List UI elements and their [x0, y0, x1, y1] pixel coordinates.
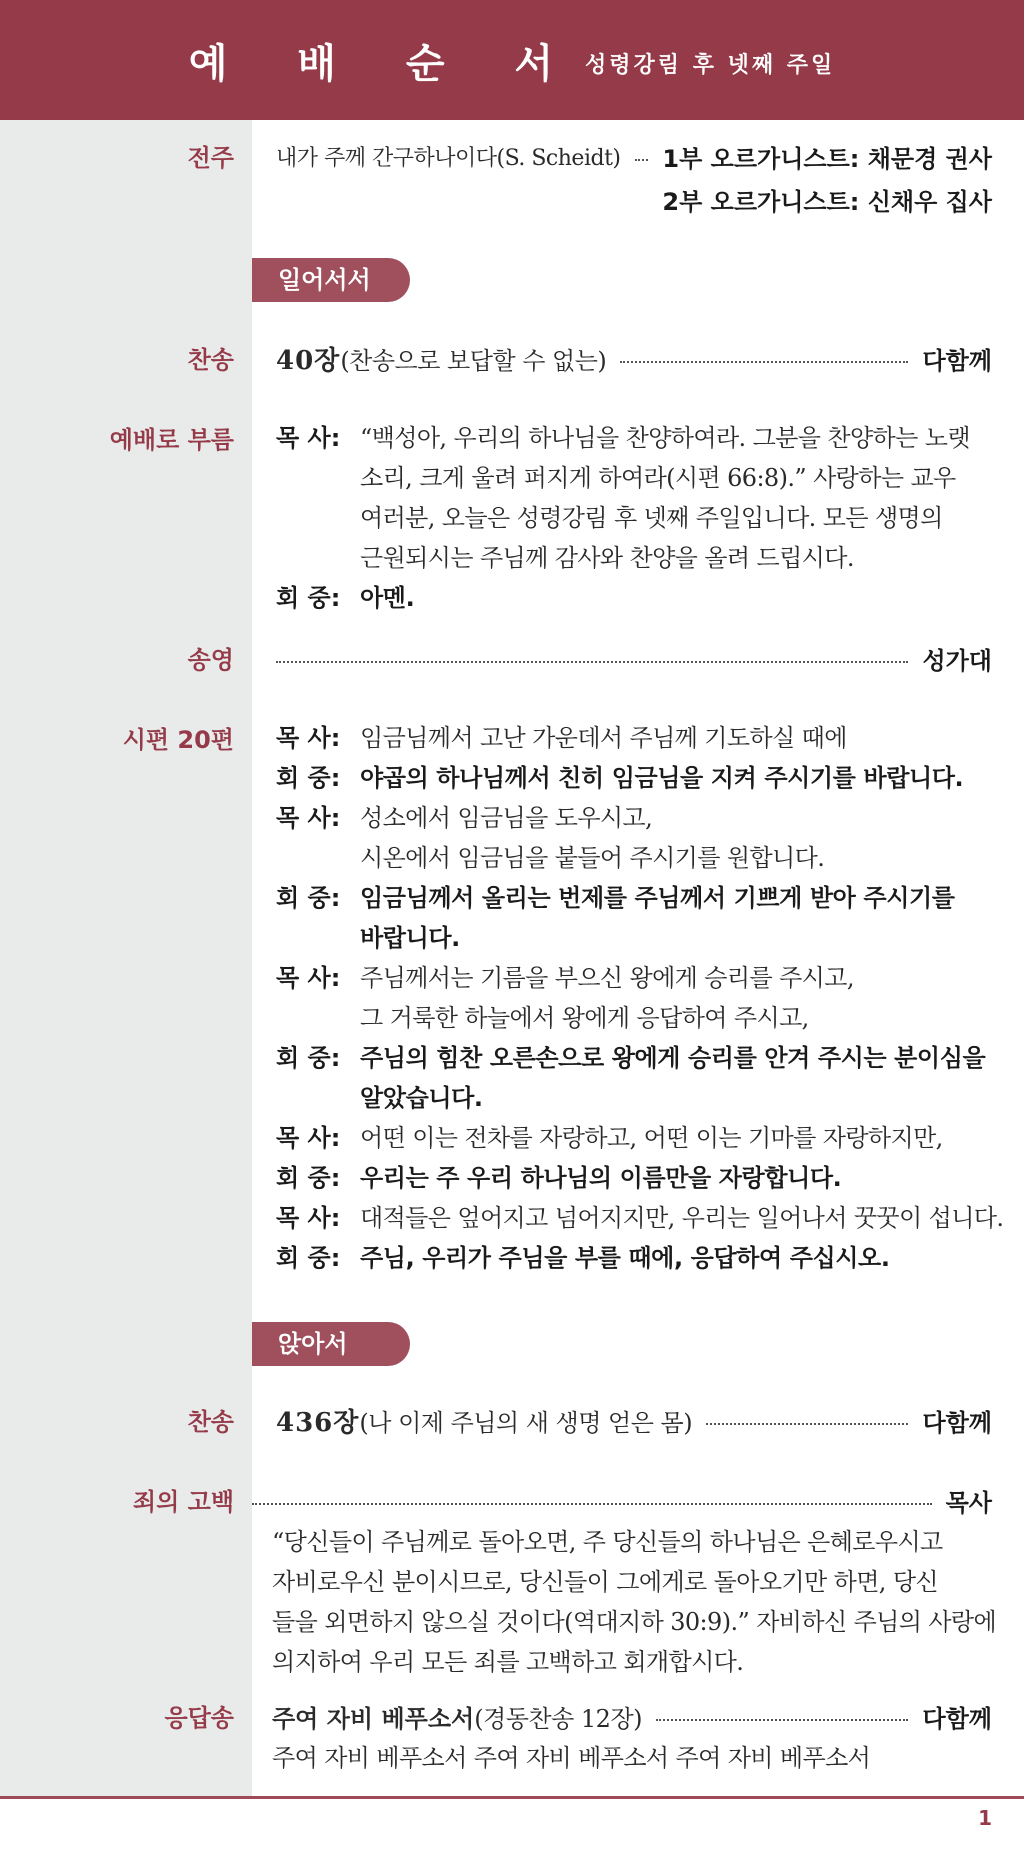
call-dialogue — [276, 418, 996, 618]
sit-badge: 앉아서 — [252, 1322, 410, 1366]
speaker-pastor: 목 사: — [276, 424, 341, 452]
psalm-text: 어떤 이는 전차를 자랑하고, 어떤 이는 기마를 자랑하지만, — [360, 1124, 943, 1152]
prelude-line — [276, 136, 992, 176]
call-text-4: 근원되시는 주님께 감사와 찬양을 올려 드립시다. — [360, 544, 854, 572]
leader-dots — [635, 159, 649, 161]
psalm-row — [276, 758, 996, 798]
hymn1-label: 찬송 — [187, 346, 234, 374]
prelude-performer-1: 1부 오르가니스트: 채문경 권사 — [662, 144, 992, 173]
prelude-label: 전주 — [187, 144, 234, 172]
psalm-speaker: 회 중: — [276, 764, 341, 792]
psalm-text: 알았습니다. — [360, 1084, 483, 1112]
psalm-text: 야곱의 하나님께서 친히 임금님을 지켜 주시기를 바랍니다. — [360, 764, 964, 792]
confession-line-4: 의지하여 우리 모든 죄를 고백하고 회개합시다. — [272, 1648, 744, 1676]
psalm-text: 임금님께서 올리는 번제를 주님께서 기쁘게 받아 주시기를 — [360, 884, 955, 912]
psalm-text: 그 거룩한 하늘에서 왕에게 응답하여 주시고, — [360, 1004, 809, 1032]
psalm-speaker: 목 사: — [276, 1204, 341, 1232]
psalm-row — [276, 1158, 996, 1198]
call-text-1: “백성아, 우리의 하나님을 찬양하여라. 그분을 찬양하는 노랫 — [360, 424, 970, 452]
psalm-text: 바랍니다. — [360, 924, 460, 952]
anthem-label: 송영 — [187, 646, 234, 674]
leader-dots — [706, 1423, 908, 1425]
call-label: 예배로 부름 — [109, 426, 234, 454]
psalm-speaker: 목 사: — [276, 804, 341, 832]
psalm-row — [276, 718, 996, 758]
psalm-text: 주님께서는 기름을 부으신 왕에게 승리를 주시고, — [360, 964, 854, 992]
prelude-performer-2: 2부 오르가니스트: 신채우 집사 — [662, 188, 992, 216]
confession-text — [272, 1522, 996, 1682]
response-line — [272, 1696, 992, 1736]
page-number: 1 — [978, 1806, 992, 1830]
call-text-3: 여러분, 오늘은 성령강림 후 넷째 주일입니다. 모든 생명의 — [360, 504, 943, 532]
footer-rule — [0, 1796, 1024, 1799]
leader-dots — [252, 1503, 932, 1505]
response-leader: 다함께 — [922, 1704, 992, 1733]
psalm-text: 성소에서 임금님을 도우시고, — [360, 804, 653, 832]
psalm-speaker: 회 중: — [276, 1044, 341, 1072]
prelude-piece: 내가 주께 간구하나이다(S. Scheidt) — [276, 145, 621, 171]
hymn1-leader: 다함께 — [922, 346, 992, 375]
confession-line — [252, 1480, 992, 1520]
psalm-label: 시편 20편 — [122, 726, 234, 754]
response-source: (경동찬송 12장) — [474, 1704, 643, 1733]
psalm-row — [276, 958, 996, 998]
psalm-row — [276, 878, 996, 918]
hymn2-number: 436장 — [276, 1407, 360, 1438]
confession-leader: 목사 — [945, 1488, 992, 1517]
anthem-line — [276, 638, 992, 678]
anthem-leader: 성가대 — [922, 646, 992, 675]
psalm-text: 임금님께서 고난 가운데서 주님께 기도하실 때에 — [360, 724, 847, 752]
hymn1-line — [276, 338, 992, 378]
hymn2-line — [276, 1400, 992, 1440]
hymn1-title: (찬송으로 보답할 수 없는) — [340, 346, 607, 375]
psalm-row — [276, 1038, 996, 1078]
psalm-row — [276, 798, 996, 838]
hymn2-label: 찬송 — [187, 1408, 234, 1436]
hymn2-leader: 다함께 — [922, 1408, 992, 1437]
psalm-row — [276, 1198, 1004, 1238]
page-header — [0, 0, 1024, 120]
psalm-speaker: 목 사: — [276, 724, 341, 752]
psalm-speaker: 회 중: — [276, 1244, 341, 1272]
psalm-speaker: 목 사: — [276, 1124, 341, 1152]
psalm-row — [276, 918, 996, 958]
confession-line-3: 들을 외면하지 않으실 것이다(역대지하 30:9).” 자비하신 주님의 사랑에 — [272, 1608, 997, 1636]
leader-dots — [276, 661, 908, 663]
hymn2-title: (나 이제 주님의 새 생명 얻은 몸) — [359, 1408, 693, 1437]
psalm-row — [276, 1118, 996, 1158]
psalm-dialogue — [276, 718, 1004, 1278]
psalm-text: 우리는 주 우리 하나님의 이름만을 자랑합니다. — [360, 1164, 842, 1192]
response-lyric: 주여 자비 베푸소서 주여 자비 베푸소서 주여 자비 베푸소서 — [272, 1744, 871, 1772]
psalm-row — [276, 1078, 996, 1118]
leader-dots — [656, 1719, 908, 1721]
page-title: 예 배 순 서 — [188, 40, 582, 87]
confession-line-1: “당신들이 주님께로 돌아오면, 주 당신들의 하나님은 은혜로우시고 — [272, 1528, 943, 1556]
psalm-text: 대적들은 엎어지고 넘어지지만, 우리는 일어나서 꿋꿋이 섭니다. — [360, 1204, 1004, 1232]
psalm-text: 주님, 우리가 주님을 부를 때에, 응답하여 주십시오. — [360, 1244, 890, 1272]
confession-line-2: 자비로우신 분이시므로, 당신들이 그에게로 돌아오기만 하면, 당신 — [272, 1568, 938, 1596]
psalm-speaker: 회 중: — [276, 1164, 341, 1192]
psalm-row — [276, 1238, 996, 1278]
psalm-row — [276, 838, 996, 878]
psalm-text: 주님의 힘찬 오른손으로 왕에게 승리를 안겨 주시는 분이심을 — [360, 1044, 986, 1072]
response-label: 응답송 — [164, 1704, 234, 1732]
speaker-congregation: 회 중: — [276, 584, 341, 612]
psalm-speaker: 목 사: — [276, 964, 341, 992]
psalm-row — [276, 998, 996, 1038]
psalm-text: 시온에서 임금님을 붙들어 주시기를 원합니다. — [360, 844, 825, 872]
leader-dots — [620, 361, 908, 363]
confession-label: 죄의 고백 — [132, 1488, 234, 1516]
call-response: 아멘. — [360, 584, 415, 612]
stand-badge: 일어서서 — [252, 258, 410, 302]
call-text-2: 소리, 크게 울려 퍼지게 하여라(시편 66:8).” 사랑하는 교우 — [360, 464, 956, 492]
response-title: 주여 자비 베푸소서 — [272, 1704, 475, 1733]
psalm-speaker: 회 중: — [276, 884, 341, 912]
hymn1-number: 40장 — [276, 345, 341, 376]
page-subtitle: 성령강림 후 넷째 주일 — [585, 52, 836, 78]
